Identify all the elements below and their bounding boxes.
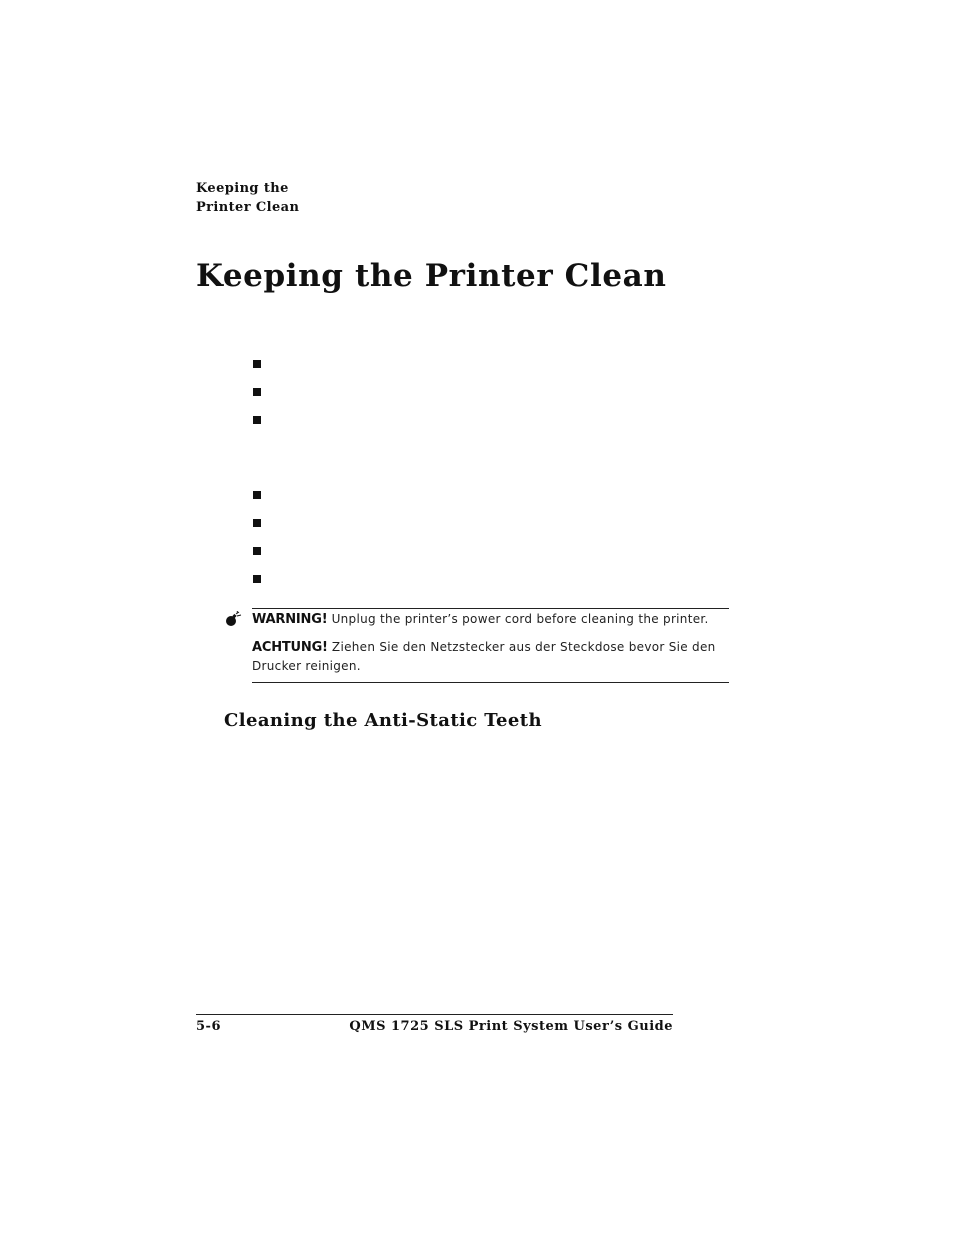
warning-text: Unplug the printer’s power cord before cleaning the printer. — [331, 612, 709, 626]
bullet-marker — [253, 519, 261, 527]
warning-line — [252, 612, 709, 627]
achtung-text-1: Ziehen Sie den Netzstecker aus der Steckdose bevor Sie den — [331, 640, 716, 654]
bullet-marker — [253, 360, 261, 368]
warning-label: WARNING! — [252, 612, 328, 627]
achtung-label: ACHTUNG! — [252, 640, 328, 655]
achtung-line-2 — [252, 659, 361, 673]
footer-divider — [196, 1014, 673, 1015]
bullet-marker — [253, 547, 261, 555]
page-number: 5-6 — [196, 1019, 221, 1034]
running-head-line-2: Printer Clean — [196, 200, 300, 215]
achtung-line — [252, 640, 716, 655]
section-heading: Cleaning the Anti-Static Teeth — [224, 710, 542, 731]
achtung-text-2: Drucker reinigen. — [252, 659, 361, 673]
running-head — [196, 179, 299, 217]
bullet-marker — [253, 491, 261, 499]
guide-title: QMS 1725 SLS Print System User’s Guide — [349, 1019, 673, 1034]
running-head-line-1: Keeping the — [196, 181, 289, 196]
page-title: Keeping the Printer Clean — [196, 258, 667, 294]
bomb-warning-icon — [224, 611, 242, 627]
bullet-marker — [253, 416, 261, 424]
bullet-marker — [253, 388, 261, 396]
warning-notice — [252, 608, 729, 683]
bullet-marker — [253, 575, 261, 583]
